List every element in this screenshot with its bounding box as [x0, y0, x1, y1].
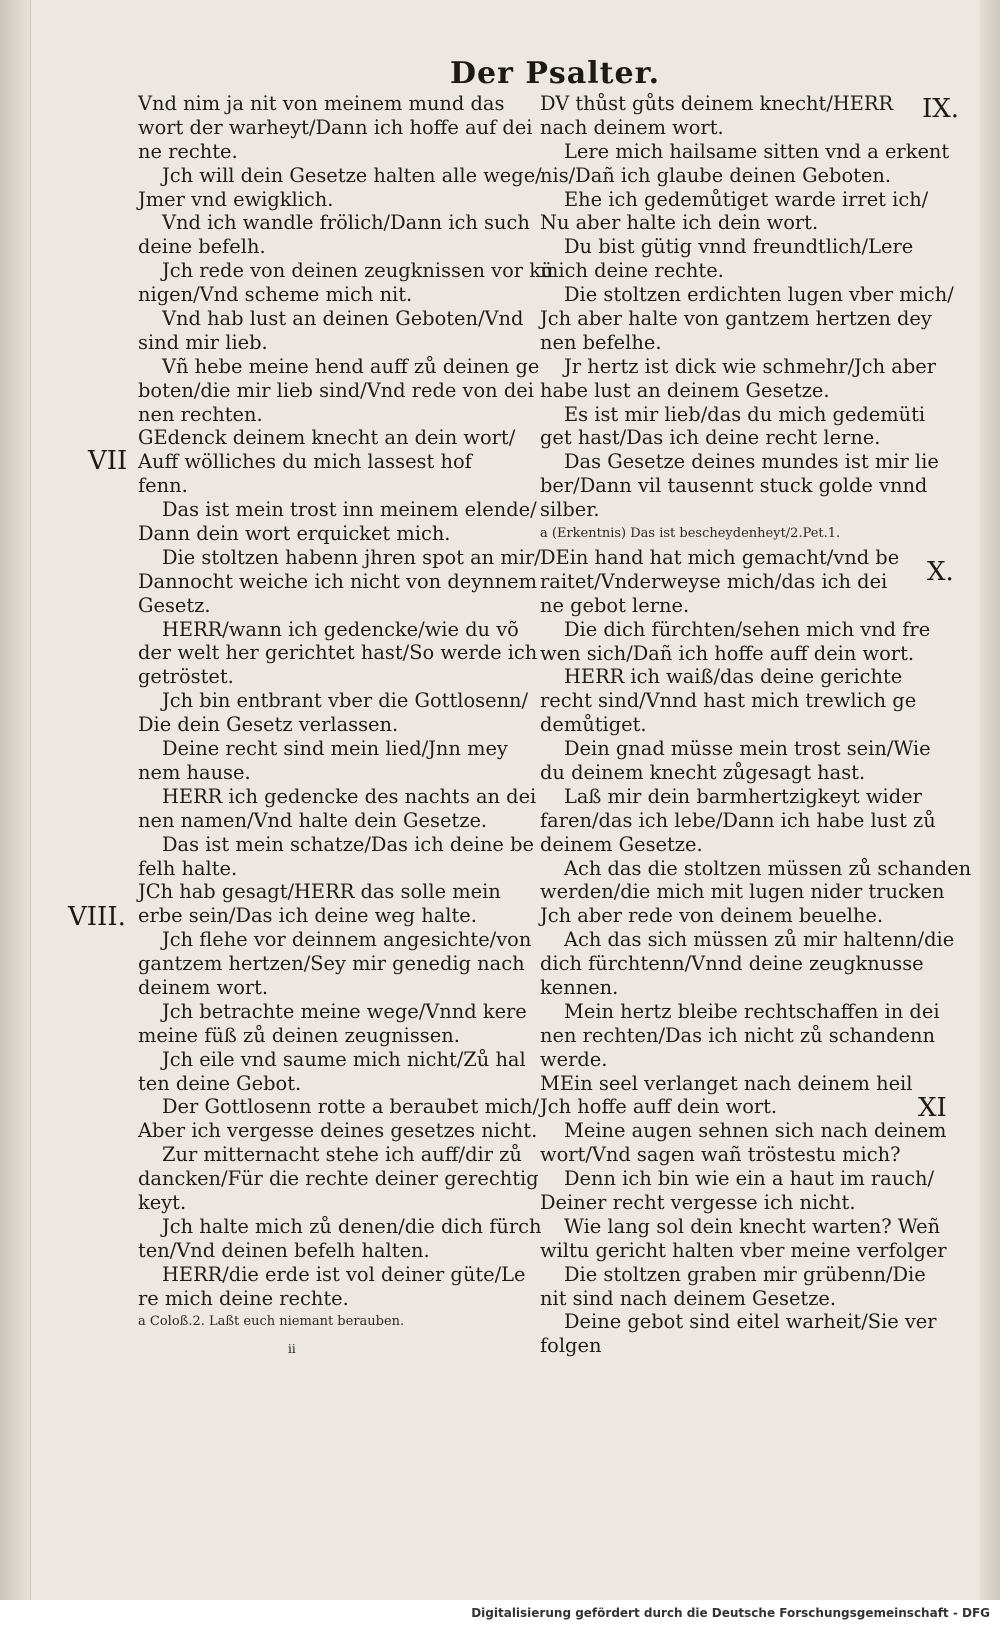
- text-line: Aber ich vergesse deines gesetzes nicht.: [138, 1119, 538, 1143]
- text-line: dich fürchtenn/Vnnd deine zeugknusse: [540, 952, 924, 976]
- text-line: Meine augen sehnen sich nach deinem: [564, 1119, 947, 1143]
- text-line: boten/die mir lieb sind/Vnd rede von dei: [138, 378, 534, 402]
- text-line: Jch bin entbrant vber die Gottlosenn/: [162, 689, 529, 713]
- text-line: Ach das die stoltzen müssen zů schanden: [564, 856, 972, 880]
- text-line: gantzem hertzen/Sey mir genedig nach: [138, 952, 525, 976]
- text-line: HERR/die erde ist vol deiner güte/Le: [162, 1262, 526, 1286]
- text-line: felh halte.: [138, 856, 238, 880]
- text-line: Das ist mein schatze/Das ich deine be: [162, 832, 534, 856]
- footnote: a (Erkentnis) Das ist bescheydenheyt/2.Pet.1.: [540, 526, 841, 542]
- text-line: nen rechten.: [138, 402, 263, 426]
- text-line: Die stoltzen erdichten lugen vber mich/: [564, 283, 954, 307]
- text-line: ne gebot lerne.: [540, 593, 690, 617]
- footnote: a Coloß.2. Laßt euch niemant berauben.: [138, 1314, 405, 1330]
- text-line: MEin seel verlanget nach deinem heil: [540, 1071, 913, 1095]
- text-line: nen namen/Vnd halte dein Gesetze.: [138, 808, 488, 832]
- text-line: Jch betrachte meine wege/Vnnd kere: [162, 999, 527, 1023]
- section-marker-x: X.: [927, 557, 954, 587]
- text-line: dancken/Für die rechte deiner gerechtig: [138, 1167, 539, 1191]
- text-line: DV thůst gůts deinem knecht/HERR: [540, 92, 894, 115]
- text-line: Lere mich hailsame sitten vnd a erkent: [564, 139, 950, 163]
- text-line: Der Gottlosenn rotte a beraubet mich/: [162, 1095, 540, 1119]
- text-line: fenn.: [138, 474, 188, 498]
- section-marker-xi: XI: [918, 1093, 947, 1123]
- left-column: [138, 92, 554, 1364]
- text-line: Jch aber halte von gantzem hertzen dey: [540, 307, 932, 331]
- text-line: nach deinem wort.: [540, 115, 724, 139]
- footer-credit: Digitalisierung gefördert durch die Deutsche Forschungsgemeinschaft - DFG: [471, 1606, 990, 1620]
- text-line: du deinem knecht zůgesagt hast.: [540, 760, 866, 784]
- text-line: wort der warheyt/Dann ich hoffe auf dei: [138, 115, 533, 139]
- page-edge: [980, 0, 1000, 1600]
- text-line: deinem Gesetze.: [540, 832, 703, 856]
- text-line: Deiner recht vergesse ich nicht.: [540, 1190, 856, 1214]
- text-line: deinem wort.: [138, 975, 269, 999]
- signature-mark: ii: [288, 1342, 296, 1357]
- text-line: HERR ich gedencke des nachts an dei: [162, 784, 537, 808]
- text-line: mich deine rechte.: [540, 259, 724, 283]
- text-line: wort/Vnd sagen wañ tröstestu mich?: [540, 1143, 901, 1167]
- text-line: Zur mitternacht stehe ich auff/dir zů: [162, 1143, 522, 1167]
- text-line: Das ist mein trost inn meinem elende/: [162, 498, 537, 522]
- text-line: get hast/Das ich deine recht lerne.: [540, 426, 881, 450]
- section-marker-vii: VII: [88, 446, 128, 476]
- text-line: Dein gnad müsse mein trost sein/Wie: [564, 737, 931, 761]
- text-line: DEin hand hat mich gemacht/vnd be: [540, 545, 900, 569]
- text-line: Die stoltzen habenn jhren spot an mir/: [162, 545, 541, 569]
- text-line: nit sind nach deinem Gesetze.: [540, 1286, 837, 1310]
- text-line: nis/Dañ ich glaube deinen Geboten.: [540, 163, 892, 187]
- text-line: Vnd ich wandle frölich/Dann ich such: [162, 211, 530, 235]
- text-line: Vnd nim ja nit von meinem mund das: [138, 92, 505, 115]
- text-line: GEdenck deinem knecht an dein wort/: [138, 426, 516, 450]
- text-line: Jch aber rede von deinem beuelhe.: [540, 904, 884, 928]
- text-line: Jmer vnd ewigklich.: [138, 187, 334, 211]
- text-line: nigen/Vnd scheme mich nit.: [138, 283, 413, 307]
- text-line: Laß mir dein barmhertzigkeyt wider: [564, 784, 922, 808]
- text-line: Jch halte mich zů denen/die dich fürch: [162, 1214, 542, 1238]
- text-line: Das Gesetze deines mundes ist mir lie: [564, 450, 939, 474]
- text-line: sind mir lieb.: [138, 330, 268, 354]
- text-line: nen befelhe.: [540, 330, 662, 354]
- text-line: Mein hertz bleibe rechtschaffen in dei: [564, 999, 940, 1023]
- text-line: habe lust an deinem Gesetze.: [540, 378, 830, 402]
- text-line: Jch eile vnd saume mich nicht/Zů hal: [162, 1047, 526, 1071]
- text-line: raitet/Vnderweyse mich/das ich dei: [540, 569, 888, 593]
- text-line: Dann dein wort erquicket mich.: [138, 522, 451, 546]
- text-line: re mich deine rechte.: [138, 1286, 349, 1310]
- text-line: ten/Vnd deinen befelh halten.: [138, 1238, 430, 1262]
- text-line: Wie lang sol dein knecht warten? Weñ: [564, 1214, 941, 1238]
- text-line: Dannocht weiche ich nicht von deynnem: [138, 569, 537, 593]
- text-line: Jch hoffe auff dein wort.: [540, 1095, 778, 1119]
- text-line: Vñ hebe meine hend auff zů deinen ge: [162, 354, 540, 378]
- text-line: Auff wölliches du mich lassest hof: [138, 450, 472, 474]
- text-line: Deine gebot sind eitel warheit/Sie ver: [564, 1310, 937, 1334]
- text-line: Die dich fürchten/sehen mich vnd fre: [564, 617, 931, 641]
- text-line: recht sind/Vnnd hast mich trewlich ge: [540, 689, 917, 713]
- text-line: HERR ich waiß/das deine gerichte: [564, 665, 903, 689]
- text-line: werden/die mich mit lugen nider trucken: [540, 880, 945, 904]
- text-line: faren/das ich lebe/Dann ich habe lust zů: [540, 808, 936, 832]
- text-line: ber/Dann vil tausennt stuck golde vnnd: [540, 474, 928, 498]
- text-line: Ehe ich gedemůtiget warde irret ich/: [564, 187, 929, 211]
- text-line: silber.: [540, 498, 600, 522]
- text-line: Die stoltzen graben mir grübenn/Die: [564, 1262, 926, 1286]
- text-line: Gesetz.: [138, 593, 211, 617]
- text-line: Jch will dein Gesetze halten alle wege/: [162, 163, 542, 187]
- text-line: Denn ich bin wie ein a haut im rauch/: [564, 1167, 935, 1191]
- text-line: Jch flehe vor deinnem angesichte/von: [162, 928, 532, 952]
- text-line: meine füß zů deinen zeugnissen.: [138, 1023, 460, 1047]
- text-line: demůtiget.: [540, 713, 647, 737]
- text-line: Nu aber halte ich dein wort.: [540, 211, 819, 235]
- text-line: erbe sein/Das ich deine weg halte.: [138, 904, 477, 928]
- page-gutter: [0, 0, 31, 1600]
- text-line: keyt.: [138, 1190, 187, 1214]
- page-title: Der Psalter.: [450, 56, 661, 91]
- text-line: wen sich/Dañ ich hoffe auff dein wort.: [540, 641, 915, 665]
- text-line: Die dein Gesetz verlassen.: [138, 713, 399, 737]
- text-line: nen rechten/Das ich nicht zů schandenn: [540, 1023, 936, 1047]
- text-line: Vnd hab lust an deinen Geboten/Vnd: [162, 307, 524, 331]
- text-line: ne rechte.: [138, 139, 238, 163]
- section-marker-viii: VIII.: [68, 902, 126, 932]
- text-line: Jch rede von deinen zeugknissen vor kü: [162, 259, 554, 283]
- text-line: nem hause.: [138, 760, 251, 784]
- text-line: werde.: [540, 1047, 608, 1071]
- text-line: deine befelh.: [138, 235, 266, 259]
- text-line: getröstet.: [138, 665, 234, 689]
- text-line: kennen.: [540, 975, 619, 999]
- text-line: folgen: [540, 1334, 602, 1358]
- text-line: Du bist gütig vnnd freundtlich/Lere: [564, 235, 914, 259]
- text-line: JCh hab gesagt/HERR das solle mein: [138, 880, 501, 904]
- text-line: ten deine Gebot.: [138, 1071, 302, 1095]
- text-line: wiltu gericht halten vber meine verfolger: [540, 1238, 947, 1262]
- text-line: der welt her gerichtet hast/So werde ich: [138, 641, 538, 665]
- text-line: Jr hertz ist dick wie schmehr/Jch aber: [564, 354, 937, 378]
- text-line: HERR/wann ich gedencke/wie du võ: [162, 617, 519, 641]
- text-line: Deine recht sind mein lied/Jnn mey: [162, 737, 508, 761]
- text-line: Ach das sich müssen zů mir haltenn/die: [564, 928, 955, 952]
- section-marker-ix: IX.: [922, 94, 960, 124]
- text-line: Es ist mir lieb/das du mich gedemüti: [564, 402, 926, 426]
